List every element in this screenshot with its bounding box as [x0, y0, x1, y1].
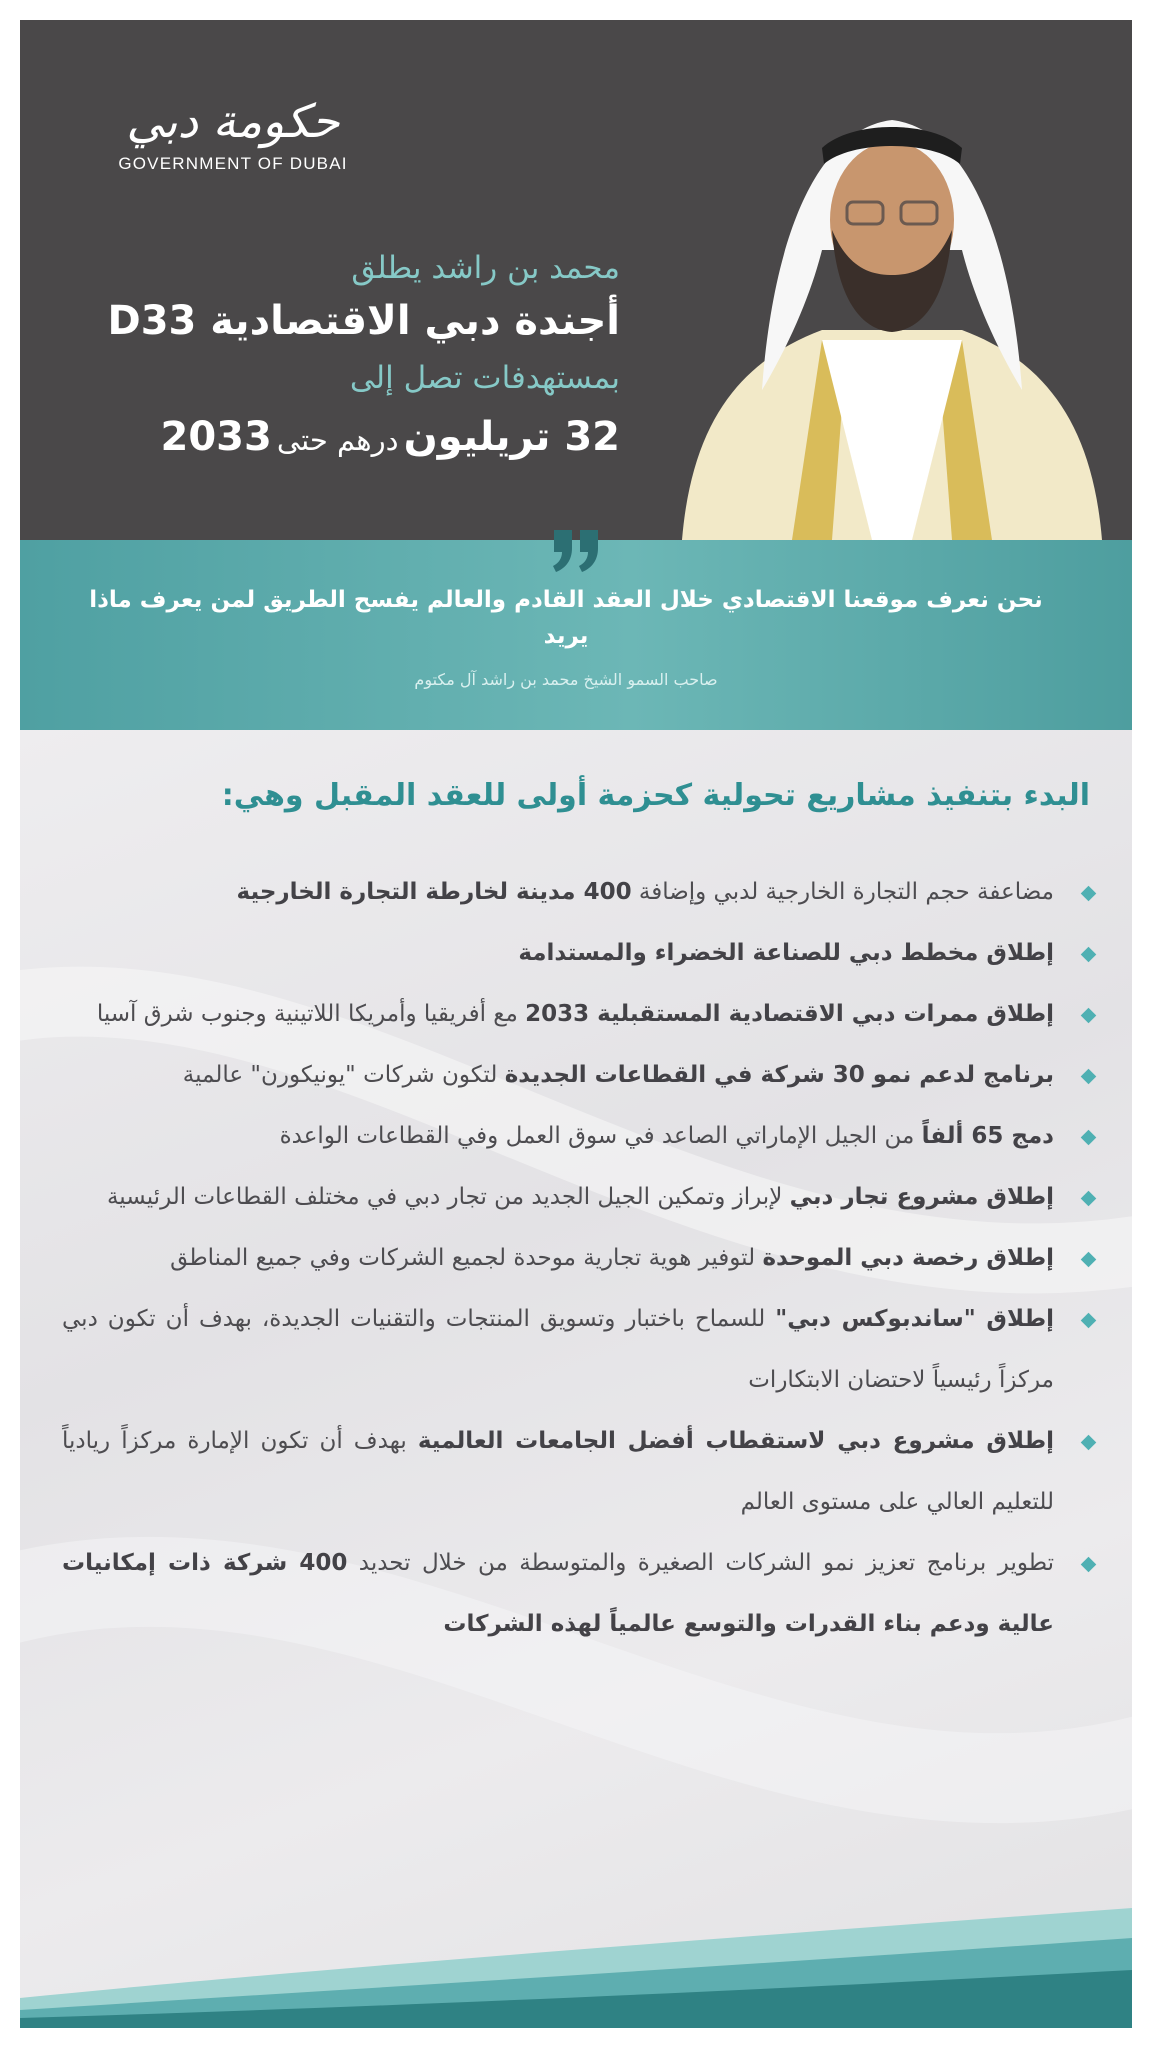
- infographic: [20, 20, 1132, 2028]
- diamond-bullet-icon: [1081, 1557, 1097, 1573]
- list-item-text: لتوفير هوية تجارية موحدة لجميع الشركات وفي جميع المناطق: [170, 1245, 763, 1271]
- list-item: [62, 923, 1102, 984]
- government-of-dubai-logo: [102, 92, 364, 174]
- header: [20, 20, 1132, 540]
- list-item-text: من الجيل الإماراتي الصاعد في سوق العمل وفي القطاعات الواعدة: [279, 1123, 922, 1149]
- logo-english: GOVERNMENT OF DUBAI: [118, 154, 348, 173]
- list-item-highlight: إطلاق ممرات دبي الاقتصادية المستقبلية 2033: [525, 1001, 1054, 1027]
- headline-line1: محمد بن راشد يطلق: [351, 250, 620, 286]
- headline-year: 2033: [160, 414, 272, 460]
- list-item: [62, 1289, 1102, 1411]
- quote-band: [20, 540, 1132, 730]
- headline-currency: درهم حتى: [276, 423, 399, 457]
- list-item-highlight: إطلاق رخصة دبي الموحدة: [762, 1245, 1054, 1271]
- list-item-highlight: إطلاق "ساندبوكس دبي": [775, 1306, 1055, 1332]
- diamond-bullet-icon: [1081, 1252, 1097, 1268]
- list-item-text: مضاعفة حجم التجارة الخارجية لدبي وإضافة: [631, 879, 1054, 905]
- headline-amount: 32 تريليون: [403, 414, 620, 460]
- list-item: [62, 1533, 1102, 1655]
- list-item: [62, 1411, 1102, 1533]
- diamond-bullet-icon: [1081, 1008, 1097, 1024]
- diamond-bullet-icon: [1081, 1191, 1097, 1207]
- diamond-bullet-icon: [1081, 1130, 1097, 1146]
- list-item-highlight: برنامج لدعم نمو 30 شركة في القطاعات الجديدة: [504, 1062, 1054, 1088]
- list-item-text: مع أفريقيا وأمريكا اللاتينية وجنوب شرق آسيا: [96, 1001, 526, 1027]
- portrait-image: [672, 90, 1112, 540]
- headline: [100, 246, 620, 478]
- list-item-highlight: إطلاق مخطط دبي للصناعة الخضراء والمستدامة: [518, 940, 1054, 966]
- list-item-highlight: إطلاق مشروع دبي لاستقطاب أفضل الجامعات العالمية: [417, 1428, 1055, 1454]
- diamond-bullet-icon: [1081, 1069, 1097, 1085]
- list-item-text: بهدف أن تكون الإمارة مركزاً ريادياً للتعليم العالي على مستوى العالم: [62, 1428, 1054, 1515]
- list-item: [62, 1106, 1102, 1167]
- quote-mark-icon: [548, 524, 604, 572]
- list-item: [62, 1045, 1102, 1106]
- list-item-highlight: 400 مدينة لخارطة التجارة الخارجية: [236, 879, 632, 905]
- list-item-text: لإبراز وتمكين الجيل الجديد من تجار دبي في مختلف القطاعات الرئيسية: [106, 1184, 790, 1210]
- headline-line3: بمستهدفات تصل إلى: [349, 360, 620, 396]
- list-item-highlight: إطلاق مشروع تجار دبي: [789, 1184, 1054, 1210]
- list-item-text: لتكون شركات "يونيكورن" عالمية: [182, 1062, 505, 1088]
- diamond-bullet-icon: [1081, 1435, 1097, 1451]
- list-item: [62, 1167, 1102, 1228]
- section-title: البدء بتنفيذ مشاريع تحولية كحزمة أولى للعقد المقبل وهي:: [221, 778, 1090, 813]
- quote-text: نحن نعرف موقعنا الاقتصادي خلال العقد القادم والعالم يفسح الطريق لمن يعرف ماذا يريد: [89, 587, 1043, 649]
- list-item-highlight: 400 شركة ذات إمكانيات عالية ودعم بناء القدرات والتوسع عالمياً لهذه الشركات: [62, 1550, 1054, 1637]
- list-item-text: للسماح باختبار وتسويق المنتجات والتقنيات الجديدة، بهدف أن تكون دبي مركزاً رئيسياً لاحتضان الابتكارات: [62, 1306, 1054, 1393]
- list-item: [62, 862, 1102, 923]
- headline-line2: أجندة دبي الاقتصادية D33: [107, 298, 620, 344]
- headline-line4: [100, 404, 620, 478]
- list-item-highlight: دمج 65 ألفاً: [921, 1123, 1054, 1149]
- logo-arabic: حكومة دبي: [126, 94, 340, 148]
- projects-section: [20, 730, 1132, 2028]
- list-item: [62, 984, 1102, 1045]
- diamond-bullet-icon: [1081, 886, 1097, 902]
- diamond-bullet-icon: [1081, 947, 1097, 963]
- list-item: [62, 1228, 1102, 1289]
- projects-list: [62, 862, 1102, 1655]
- list-item-text: تطوير برنامج تعزيز نمو الشركات الصغيرة والمتوسطة من خلال تحديد: [347, 1550, 1054, 1576]
- quote-author: صاحب السمو الشيخ محمد بن راشد آل مكتوم: [414, 670, 718, 689]
- decorative-waves: [20, 1878, 1132, 2028]
- diamond-bullet-icon: [1081, 1313, 1097, 1329]
